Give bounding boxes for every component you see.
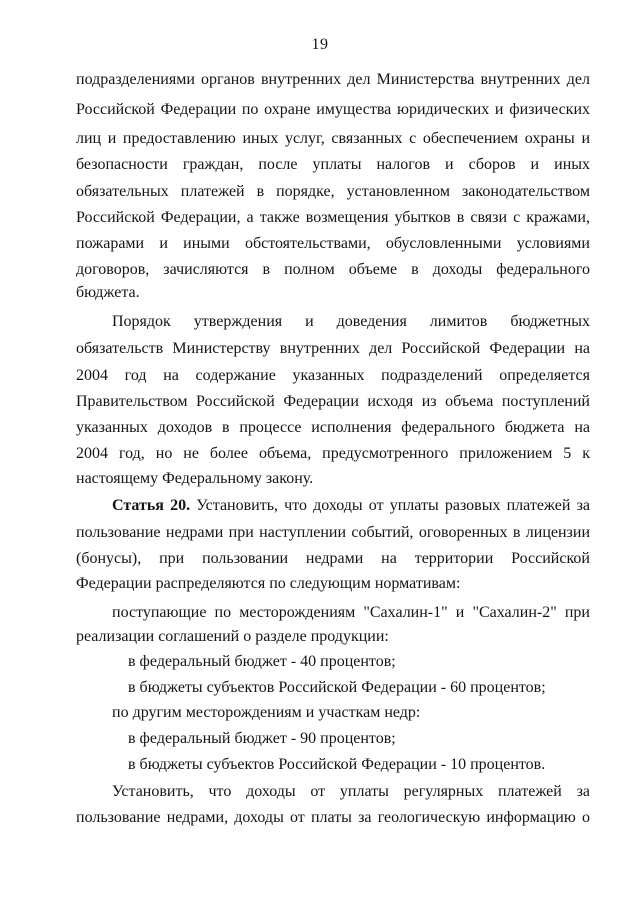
paragraph-line: поступающие по месторождениям "Сахалин-1" и "Сахалин-2" при — [112, 604, 590, 621]
paragraph-line: бюджета. — [76, 284, 140, 301]
paragraph-line: Российской Федерации по охране имущества юридических и физических — [76, 101, 590, 118]
paragraph-line: Установить, что доходы от уплаты регулярных платежей за — [112, 783, 590, 800]
paragraph-line: лиц и предоставлению иных услуг, связанных с обеспечением охраны и — [76, 130, 590, 147]
list-item: в федеральный бюджет - 90 процентов; — [128, 730, 396, 747]
paragraph-line: пользование недрами при наступлении событий, оговоренных в лицензии — [76, 524, 590, 541]
article-20-lead-text: Установить, что доходы от уплаты разовых платежей за — [196, 497, 591, 514]
paragraph-line: обязательств Министерству внутренних дел Российской Федерации на — [76, 340, 590, 357]
page-number: 19 — [311, 36, 329, 53]
paragraph-line: обязательных платежей в порядке, установленном законодательством — [76, 183, 590, 200]
paragraph-line: подразделениями органов внутренних дел Министерства внутренних дел — [76, 71, 590, 88]
paragraph-line: Правительством Российской Федерации исходя из объема поступлений — [76, 393, 590, 410]
paragraph-line: Российской Федерации, а также возмещения убытков в связи с кражами, — [76, 209, 590, 226]
article-20-label: Статья 20. — [112, 497, 191, 514]
paragraph-line: пожарами и иными обстоятельствами, обусловленными условиями — [76, 235, 590, 252]
paragraph-line: договоров, зачисляются в полном объеме в доходы федерального — [76, 261, 590, 278]
paragraph-line: 2004 год на содержание указанных подразделений определяется — [76, 367, 590, 384]
paragraph-line: (бонусы), при пользовании недрами на территории Российской — [76, 550, 590, 567]
paragraph-line: Федерации распределяются по следующим нормативам: — [76, 575, 461, 592]
list-item: в бюджеты субъектов Российской Федерации - 60 процентов; — [128, 679, 546, 696]
paragraph-line: по другим месторождениям и участкам недр: — [112, 704, 421, 721]
paragraph-line: указанных доходов в процессе исполнения федерального бюджета на — [76, 419, 590, 436]
paragraph-line: 2004 год, но не более объема, предусмотренного приложением 5 к — [76, 445, 590, 462]
paragraph-line: реализации соглашений о разделе продукции: — [76, 628, 389, 645]
paragraph-line: пользование недрами, доходы от платы за геологическую информацию о — [76, 809, 590, 826]
list-item: в бюджеты субъектов Российской Федерации - 10 процентов. — [128, 756, 546, 773]
list-item: в федеральный бюджет - 40 процентов; — [128, 653, 396, 670]
paragraph-line: Порядок утверждения и доведения лимитов бюджетных — [112, 313, 590, 330]
article-20-first-line — [112, 496, 590, 516]
paragraph-line: настоящему Федеральному закону. — [76, 470, 314, 487]
paragraph-line: безопасности граждан, после уплаты налогов и сборов и иных — [76, 156, 590, 173]
